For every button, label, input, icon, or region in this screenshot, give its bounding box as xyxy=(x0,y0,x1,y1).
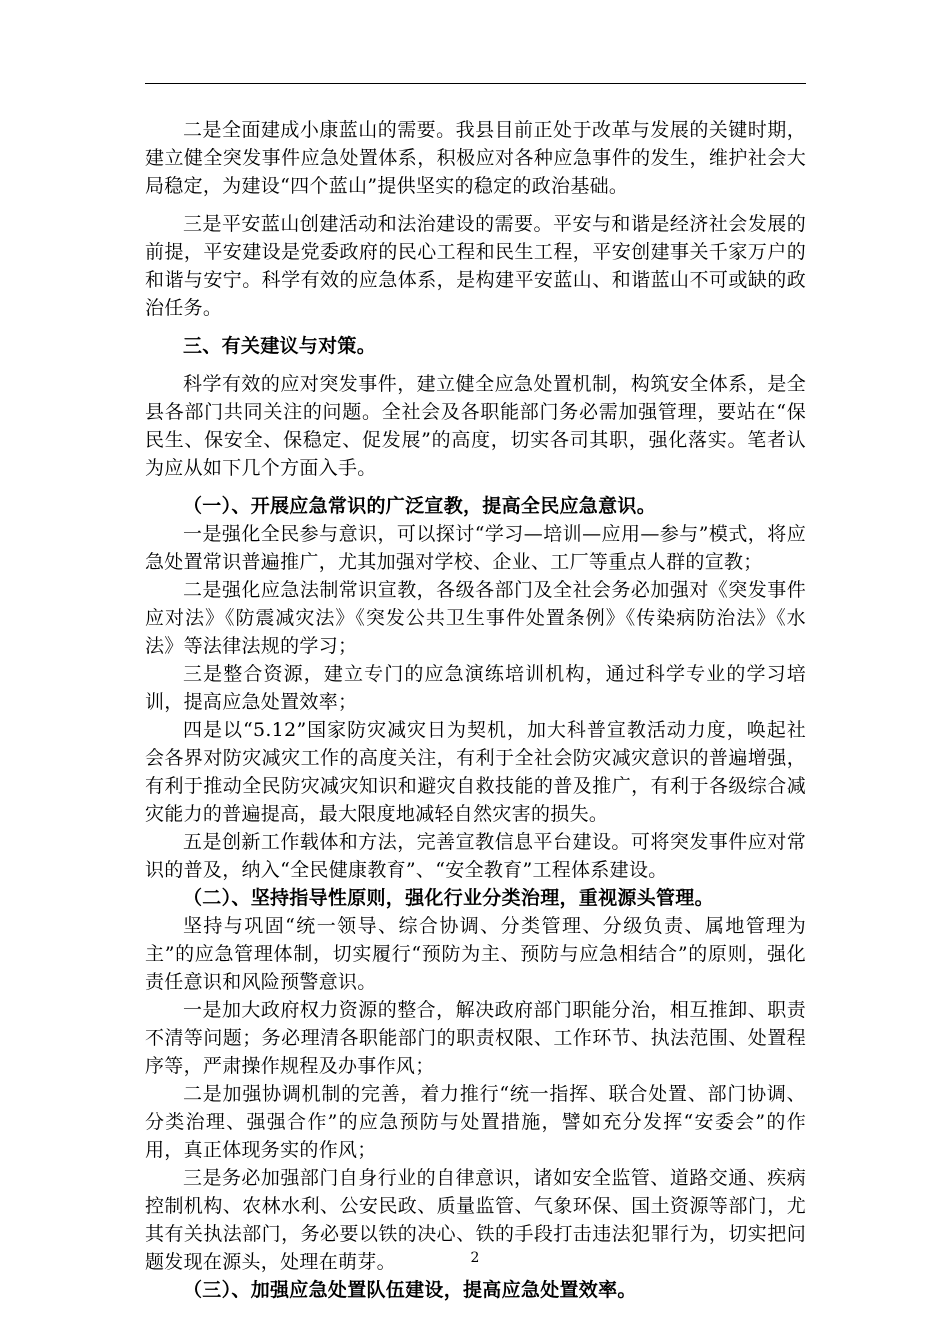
paragraph-1-5: 五是创新工作载体和方法，完善宣教信息平台建设。可将突发事件应对常识的普及，纳入“全民健康教育”、“安全教育”工程体系建设。 xyxy=(145,831,806,881)
paragraph-1-3: 三是整合资源，建立专门的应急演练培训机构，通过科学专业的学习培训，提高应急处置效率； xyxy=(145,663,806,713)
paragraph-1-1: 一是强化全民参与意识，可以探讨“学习—培训—应用—参与”模式，将应急处置常识普遍推广，尤其加强对学校、企业、工厂等重点人群的宣教； xyxy=(145,523,806,573)
subheading-3: （三）、加强应急处置队伍建设，提高应急处置效率。 xyxy=(183,1279,637,1301)
paragraph-safe-lanshan: 三是平安蓝山创建活动和法治建设的需要。平安与和谐是经济社会发展的前提，平安建设是党委政府的民心工程和民生工程，平安创建事关千家万户的和谐与安宁。科学有效的应急体系，是构建平安蓝山、和谐蓝山不可或缺的政治任务。 xyxy=(145,213,806,319)
page-number: 2 xyxy=(470,1250,480,1266)
paragraph-1-2: 二是强化应急法制常识宣教，各级各部门及全社会务必加强对《突发事件应对法》《防震减灾法》《突发公共卫生事件处置条例》《传染病防治法》《水法》等法律法规的学习； xyxy=(145,579,806,657)
paragraph-1-4: 四是以“5.12”国家防灾减灾日为契机，加大科普宣教活动力度，唤起社会各界对防灾减灾工作的高度关注，有利于全社会防灾减灾意识的普遍增强，有利于推动全民防灾减灾知识和避灾自救技能的普及推广，有利于各级综合减灾能力的普遍提高，最大限度地减轻自然灾害的损失。 xyxy=(145,719,806,825)
paragraph-2-2: 二是加强协调机制的完善，着力推行“统一指挥、联合处置、部门协调、分类治理、强强合作”的应急预防与处置措施，譬如充分发挥“安委会”的作用，真正体现务实的作风； xyxy=(145,1083,806,1161)
subheading-2: （二）、坚持指导性原则，强化行业分类治理，重视源头管理。 xyxy=(183,887,714,909)
paragraph-suggestions-intro: 科学有效的应对突发事件，建立健全应急处置机制，构筑安全体系，是全县各部门共同关注的问题。全社会及各职能部门务必需加强管理，要站在“保民生、保安全、保稳定、促发展”的高度，切实各司其职，强化落实。笔者认为应从如下几个方面入手。 xyxy=(145,373,806,479)
paragraph-2-1: 一是加大政府权力资源的整合，解决政府部门职能分治，相互推卸、职责不清等问题；务必理清各职能部门的职责权限、工作环节、执法范围、处置程序等，严肃操作规程及办事作风； xyxy=(145,999,806,1077)
section-heading-suggestions: 三、有关建议与对策。 xyxy=(183,335,377,357)
paragraph-2-3: 三是务必加强部门自身行业的自律意识，诸如安全监管、道路交通、疾病控制机构、农林水利、公安民政、质量监管、气象环保、国土资源等部门，尤其有关执法部门，务必要以铁的决心、铁的手段打击违法犯罪行为，切实把问题发现在源头，处理在萌芽。 xyxy=(145,1167,806,1273)
header-rule xyxy=(145,83,806,84)
paragraph-2-intro: 坚持与巩固“统一领导、综合协调、分类管理、分级负责、属地管理为主”的应急管理体制，切实履行“预防为主、预防与应急相结合”的原则，强化责任意识和风险预警意识。 xyxy=(145,915,806,993)
document-body xyxy=(145,116,806,1304)
subheading-1: （一）、开展应急常识的广泛宣教，提高全民应急意识。 xyxy=(183,495,657,517)
paragraph-comprehensive-wellbeing: 二是全面建成小康蓝山的需要。我县目前正处于改革与发展的关键时期，建立健全突发事件应急处置体系，积极应对各种应急事件的发生，维护社会大局稳定，为建设“四个蓝山”提供坚实的稳定的政治基础。 xyxy=(145,119,806,197)
